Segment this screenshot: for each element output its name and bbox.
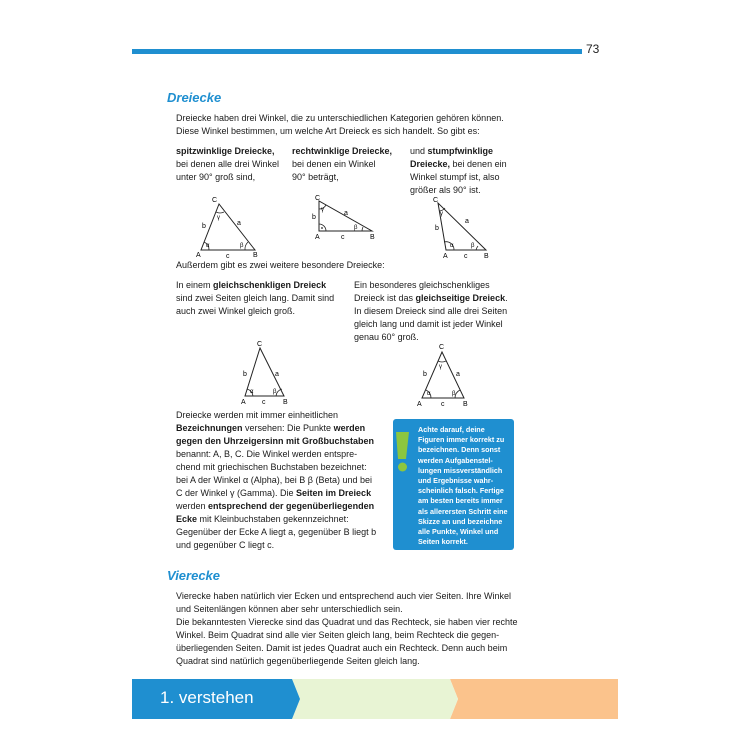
tip-box — [393, 419, 514, 550]
equilateral-text: Ein besonderes gleichschenkliges Dreieck ist das gleichseitige Dreieck. In diesem Dreieck sind alle drei Seiten gleich lang und damit ist jeder Winkel genau 60° groß. — [354, 280, 508, 342]
label-b: b — [243, 371, 247, 378]
label-a: a — [456, 371, 460, 378]
exclamation-icon — [390, 429, 412, 475]
column-right: rechtwinklige Dreiecke, bei denen ein Winkel 90° beträgt, — [292, 146, 393, 182]
label-c: c — [341, 234, 345, 241]
label-beta: β — [354, 225, 358, 231]
acute-triangle-figure — [195, 195, 270, 259]
label-b: b — [312, 214, 316, 221]
section-heading-vierecke: Vierecke — [167, 568, 221, 583]
label-beta: β — [240, 243, 244, 249]
label-C: C — [212, 197, 218, 204]
label-c: c — [262, 399, 266, 406]
label-A: A — [241, 399, 246, 406]
label-C: C — [439, 344, 445, 351]
label-b: b — [202, 223, 206, 230]
section-heading-dreiecke: Dreiecke — [167, 90, 222, 105]
label-beta: β — [273, 389, 277, 395]
label-c: c — [226, 253, 230, 259]
label-C: C — [433, 197, 439, 204]
isosceles-text: In einem gleichschenkligen Dreieck sind zwei Seiten gleich lang. Damit sind auch zwei Winkel gleich groß. — [176, 280, 335, 316]
page-number: 73 — [586, 42, 600, 56]
label-A: A — [417, 401, 422, 408]
label-B: B — [370, 234, 375, 241]
additional-text: Außerdem gibt es zwei weitere besondere Dreiecke: — [176, 260, 385, 270]
label-A: A — [443, 253, 448, 259]
label-B: B — [484, 253, 489, 259]
label-a: a — [465, 218, 469, 225]
label-B: B — [253, 252, 258, 259]
label-alpha: α — [427, 391, 431, 397]
label-alpha: α — [250, 389, 254, 395]
label-C: C — [257, 341, 263, 348]
label-b: b — [423, 371, 427, 378]
label-gamma: γ — [217, 215, 220, 221]
column-obtuse: und stumpfwinklige Dreiecke, bei denen ein Winkel stumpf ist, also größer als 90° ist. — [410, 146, 507, 195]
tip-text: Achte darauf, deine Figuren immer korrekt zu bezeichnen. Denn sonst werden Aufgabenstel- lungen missverständlich und Ergebnisse wahr- scheinlich falsch. Fertige am besten bereits immer als allerersten Schritt eine Skizze an und bezeichne alle Punkte, Winkel und Seiten korrekt. — [418, 425, 508, 547]
label-a: a — [275, 371, 279, 378]
label-alpha: α — [450, 243, 454, 249]
column-acute: spitzwinklige Dreiecke, bei denen alle drei Winkel unter 90° groß sind, — [176, 146, 280, 182]
label-C: C — [315, 195, 321, 202]
label-B: B — [463, 401, 468, 408]
label-B: B — [283, 399, 288, 406]
footer-progress-bar — [132, 679, 618, 719]
label-gamma: γ — [439, 364, 442, 370]
label-c: c — [464, 253, 468, 259]
right-triangle-figure — [310, 193, 380, 243]
label-a: a — [237, 220, 241, 227]
naming-text: Dreiecke werden mit immer einheitlichen Bezeichnungen versehen: Die Punkte werden gegen den Uhrzeigersinn mit Großbuchstaben benannt: A, B, C. Die Winkel werden entspre- chend mit griechischen Buchstaben bezeichnet: bei A der Winkel α (Alpha), bei B β (Beta) und bei C der Winkel γ (Gamma). Die Seiten im Dreieck werden entsprechend der gegenüberliegenden Ecke mit Kleinbuchstaben gekennzeichnet: Gegenüber der Ecke A liegt a, gegenüber B liegt b und gegenüber C liegt c. — [176, 410, 377, 550]
equilateral-triangle-figure — [410, 340, 475, 408]
footer-label: 1. verstehen — [160, 688, 254, 707]
label-A: A — [315, 234, 320, 241]
label-alpha: α — [206, 243, 210, 249]
label-gamma: γ — [321, 207, 324, 213]
label-b: b — [435, 225, 439, 232]
obtuse-triangle-figure — [428, 195, 493, 259]
label-beta: β — [471, 243, 475, 249]
label-gamma: γ — [440, 211, 443, 217]
header-rule — [132, 49, 582, 54]
isosceles-triangle-figure — [230, 338, 295, 406]
label-beta: β — [452, 391, 456, 397]
intro-text: Dreiecke haben drei Winkel, die zu unterschiedlichen Kategorien gehören können. Diese Winkel bestimmen, um welche Art Dreieck es sich handelt. So gibt es: — [176, 113, 504, 136]
label-a: a — [344, 210, 348, 217]
label-c: c — [441, 401, 445, 408]
label-A: A — [196, 252, 201, 259]
vierecke-text: Vierecke haben natürlich vier Ecken und entsprechend auch vier Seiten. Ihre Winkel und Seitenlängen können aber sehr unterschiedlich sein. Die bekanntesten Vierecke sind das Quadrat und das Rechteck, sie haben vier rechte Winkel. Beim Quadrat sind alle vier Seiten gleich lang, beim Rechteck die gegen- überliegenden Seiten. Damit ist jedes Quadrat auch ein Rechteck. Denn auch beim Quadrat sind natürlich gegenüberliegende Seiten gleich lang. — [176, 591, 518, 666]
